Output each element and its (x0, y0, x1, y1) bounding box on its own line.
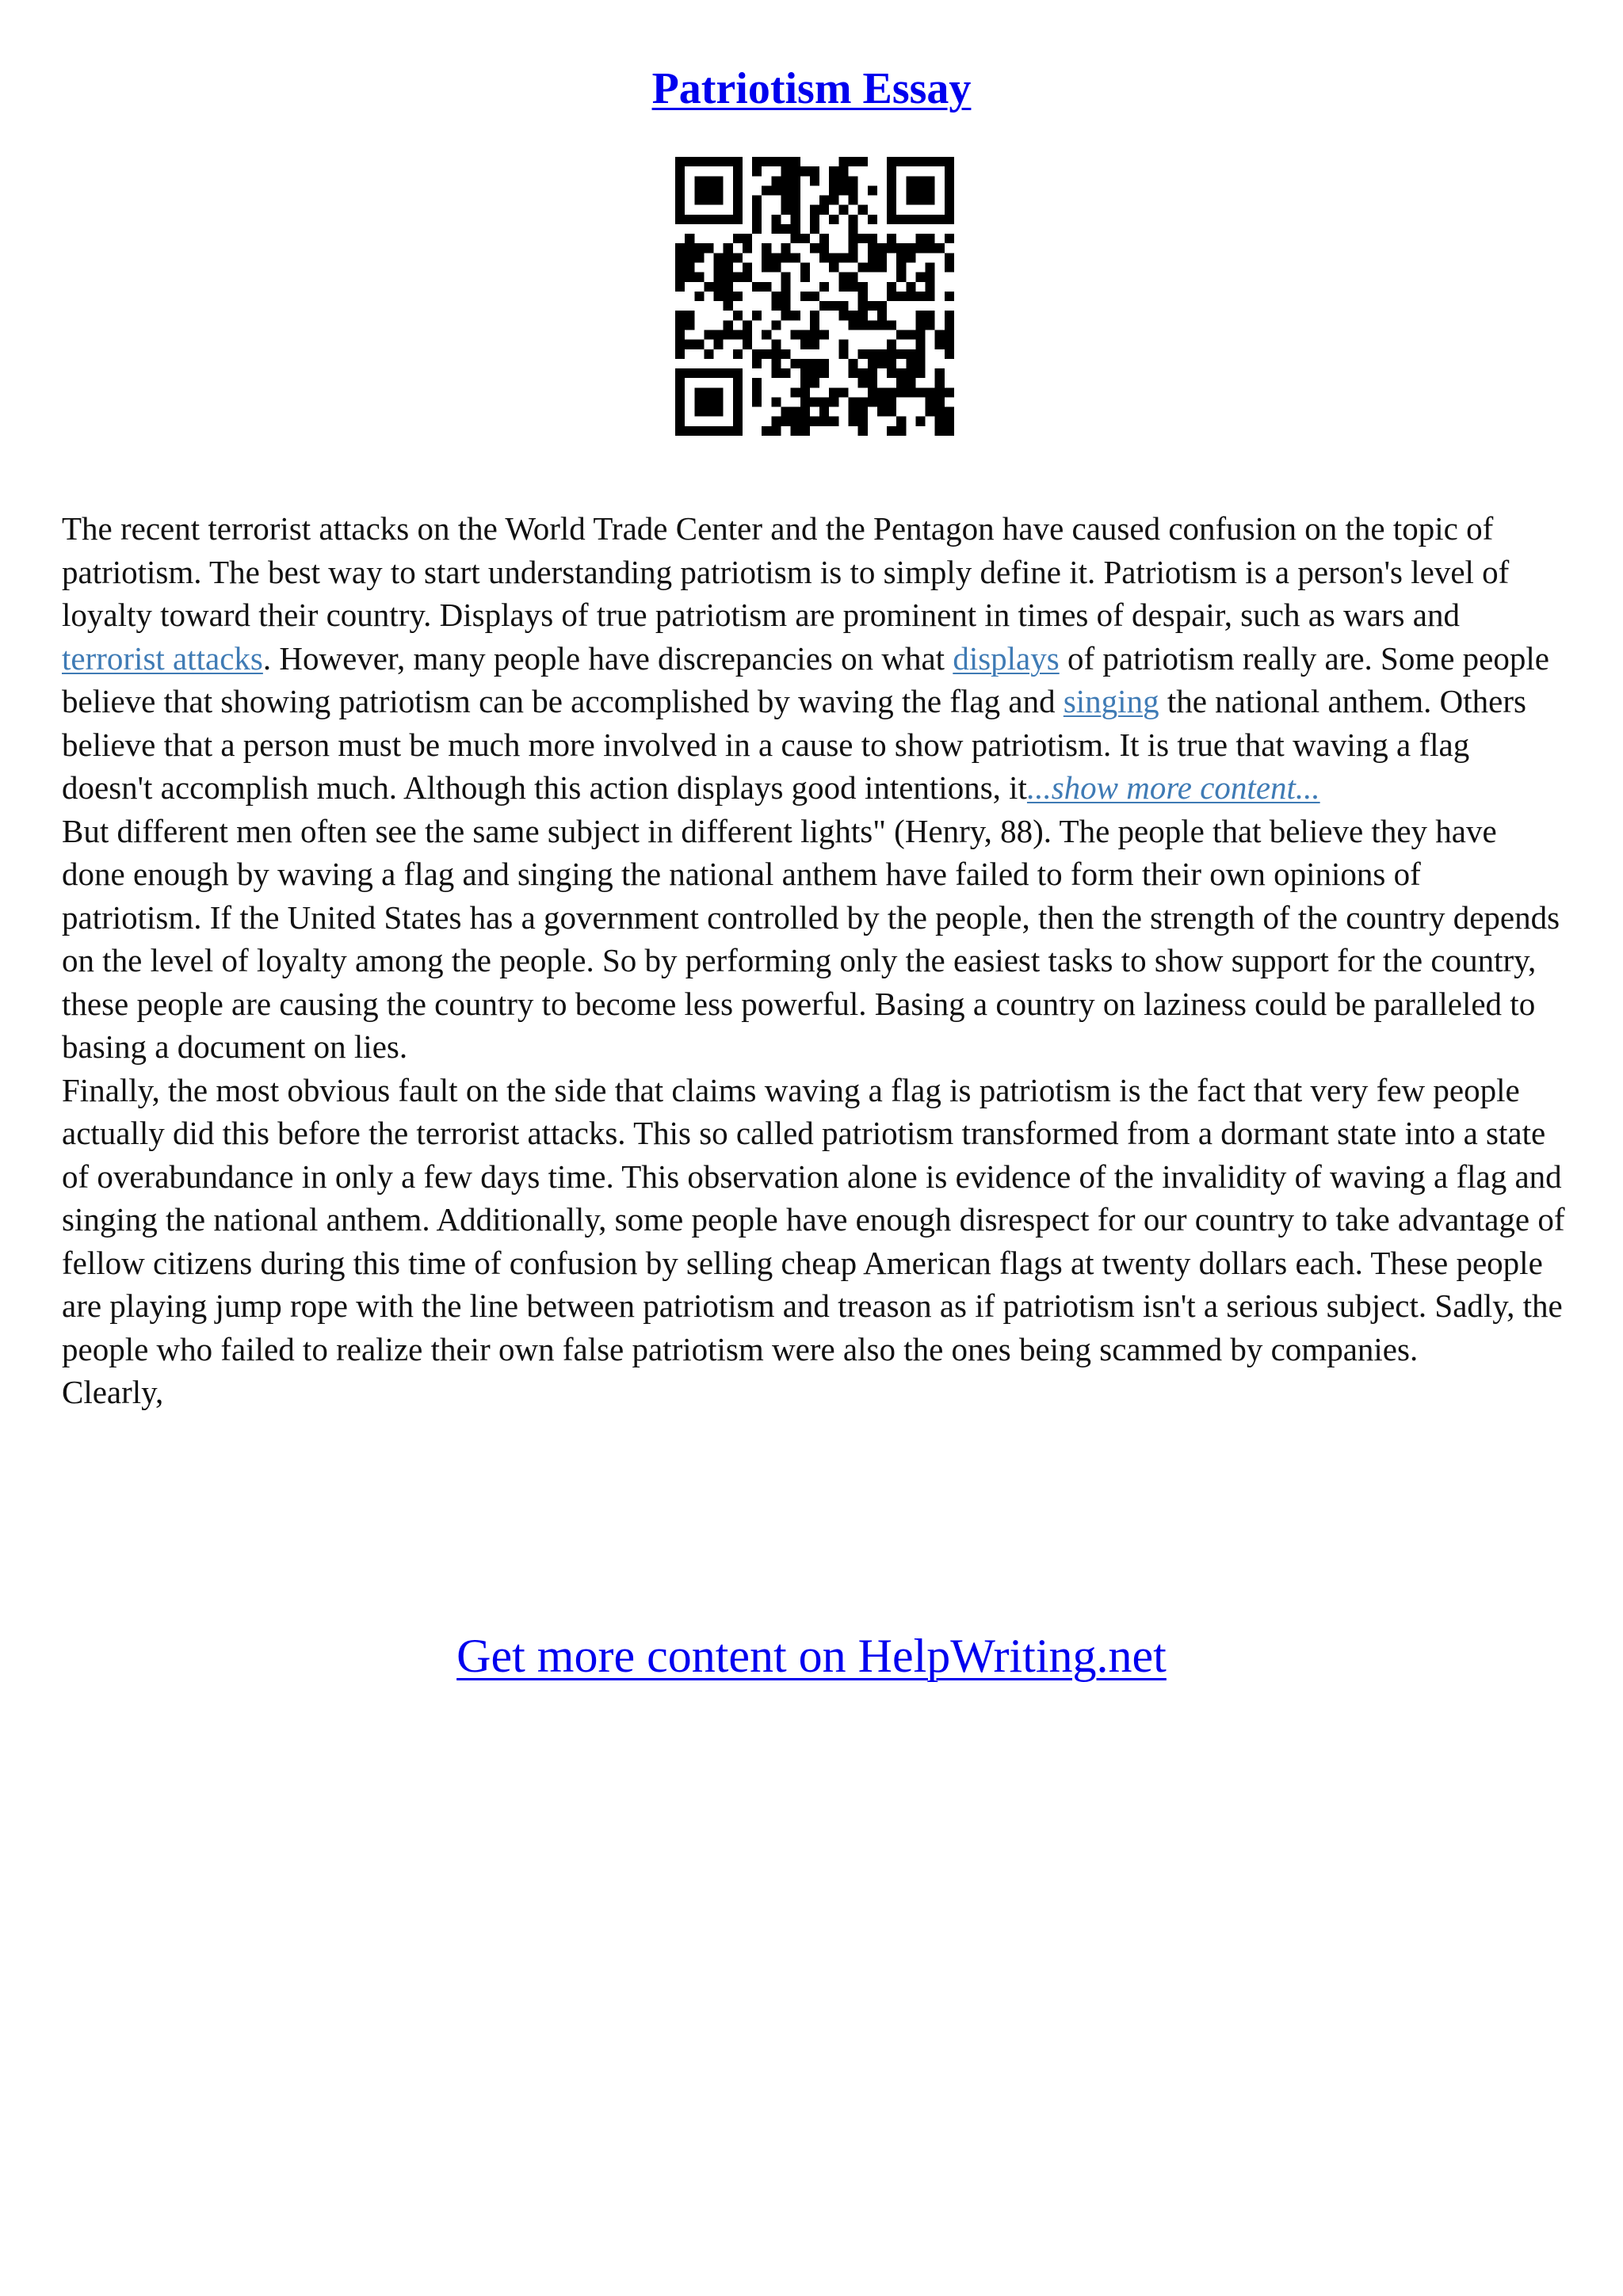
paragraph-1-text-d: the national anthem. Others believe that a person must be much more involved in a cause to show patriotism. It is true that waving a flag doesn't accomplish much. Although this action displays good intentions, it (62, 683, 1526, 806)
page-title (0, 59, 1623, 119)
show-more-content-link[interactable]: ...show more content... (1026, 769, 1320, 806)
link-terrorist-attacks[interactable]: terrorist attacks (62, 639, 263, 677)
paragraph-2: Finally, the most obvious fault on the side that claims waving a flag is patriotism is the fact that very few people actually did this before the terrorist attacks. This so called patriotism transformed from a dormant state into a state of overabundance in only a few days time. This observation alone is evidence of the invalidity of waving a flag and singing the national anthem. Additionally, some people have enough disrespect for our country to take advantage of fellow citizens during this time of confusion by selling cheap American flags at twenty dollars each. These people are playing jump rope with the line between patriotism and treason as if patriotism isn't a serious subject. Sadly, the people who failed to realize their own false patriotism were also the ones being scammed by companies. (62, 1071, 1565, 1367)
paragraph-1-text-a: The recent terrorist attacks on the World Trade Center and the Pentagon have caused confusion on the topic of patriotism. The best way to start understanding patriotism is to simply define it. Patriotism is a person's level of loyalty toward their country. Displays of true patriotism are prominent in times of despair, such as wars and (62, 510, 1510, 633)
link-singing[interactable]: singing (1063, 683, 1159, 719)
paragraph-1-text-c: of patriotism really are. Some people believe that showing patriotism can be accomplished by waving the flag and (62, 639, 1549, 719)
get-more-content-link[interactable]: Get more content on HelpWriting.net (456, 1630, 1167, 1682)
paragraph-3: Clearly, (62, 1374, 164, 1410)
footer (0, 1624, 1623, 1688)
paragraph-1-text-b: . However, many people have discrepancies on what (262, 639, 953, 677)
title-link[interactable]: Patriotism Essay (651, 64, 972, 113)
link-displays[interactable]: displays (953, 639, 1060, 677)
essay-body (62, 507, 1568, 1414)
qr-code-icon (675, 157, 954, 436)
paragraph-1-text-e: But different men often see the same subject in different lights" (Henry, 88). The people that believe they have done enough by waving a flag and singing the national anthem have failed to form their own opinions of patriotism. If the United States has a government controlled by the people, then the strength of the country depends on the level of loyalty among the people. So by performing only the easiest tasks to show support for the country, these people are causing the country to become less powerful. Basing a country on laziness could be paralleled to basing a document on lies. (62, 812, 1560, 1065)
paragraph-1 (62, 507, 1568, 1069)
